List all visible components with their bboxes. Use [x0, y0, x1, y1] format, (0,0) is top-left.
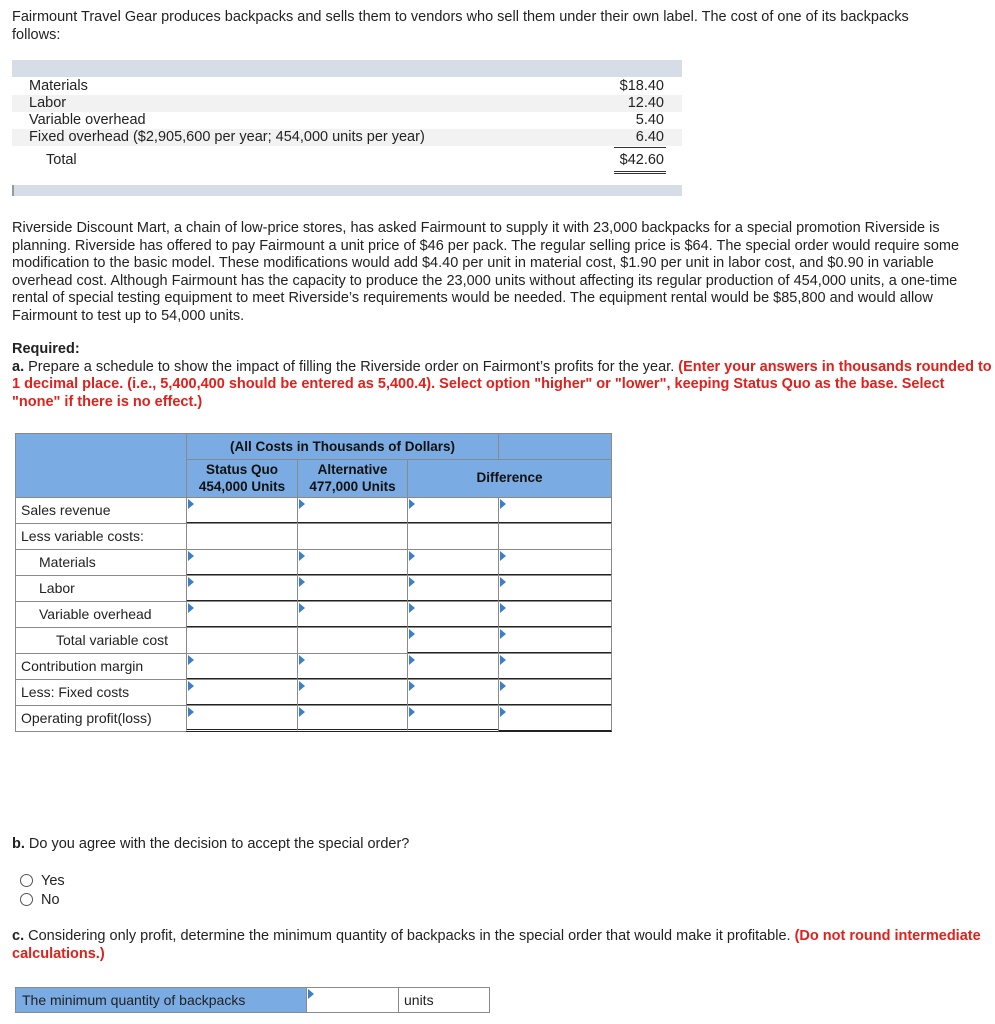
cost-label: Fixed overhead ($2,905,600 per year; 454,000 units per year)	[29, 129, 425, 145]
row-label-fixed-costs: Less: Fixed costs	[15, 679, 187, 706]
alternative-operating-profit-input[interactable]	[297, 705, 408, 732]
required-heading: Required:	[12, 341, 80, 357]
blank-cell	[186, 523, 298, 550]
cost-row-fixed-overhead	[12, 129, 682, 146]
row-label-materials: Materials	[15, 549, 187, 576]
cost-value: $18.40	[619, 78, 664, 94]
cost-row-total	[12, 152, 682, 169]
min-quantity-input[interactable]	[306, 987, 399, 1013]
part-a-question	[12, 359, 992, 412]
row-label-sales-revenue: Sales revenue	[15, 497, 187, 524]
blank-cell	[407, 523, 499, 550]
status-quo-units: 454,000 Units	[198, 479, 286, 494]
radio-circle-icon[interactable]	[20, 893, 33, 906]
row-label-contribution-margin: Contribution margin	[15, 653, 187, 680]
difference-labor-input[interactable]	[407, 575, 499, 602]
radio-option-yes[interactable]	[20, 872, 65, 890]
radio-label-yes: Yes	[41, 873, 65, 889]
alternative-units: 477,000 Units	[309, 479, 396, 494]
total-double-rule	[614, 171, 666, 174]
row-label-labor: Labor	[15, 575, 187, 602]
min-quantity-unit: units	[398, 987, 490, 1013]
higher-lower-fixed-costs-select[interactable]	[498, 679, 612, 706]
cost-label: Labor	[29, 95, 67, 111]
status-quo-fixed-costs-input[interactable]	[186, 679, 298, 706]
status-quo-total-variable-cost-input[interactable]	[186, 627, 298, 654]
row-label-variable-overhead: Variable overhead	[15, 601, 187, 628]
status-quo-contribution-margin-input[interactable]	[186, 653, 298, 680]
status-quo-sales-revenue-input[interactable]	[186, 497, 298, 524]
part-a-text: Prepare a schedule to show the impact of filling the Riverside order on Fairmont’s profits for the year.	[24, 358, 679, 375]
alternative-fixed-costs-input[interactable]	[297, 679, 408, 706]
subtotal-rule	[614, 147, 666, 148]
difference-total-variable-cost-input[interactable]	[407, 627, 499, 654]
alternative-sales-revenue-input[interactable]	[297, 497, 408, 524]
cost-label: Materials	[29, 78, 88, 94]
alternative-total-variable-cost-input[interactable]	[297, 627, 408, 654]
cost-total-label: Total	[46, 152, 77, 168]
col-difference	[407, 459, 612, 498]
difference-materials-input[interactable]	[407, 549, 499, 576]
cost-table-footer-bar	[12, 185, 682, 196]
higher-lower-variable-overhead-select[interactable]	[498, 601, 612, 628]
cost-row-labor	[12, 95, 682, 112]
part-c-prefix: c.	[12, 928, 25, 944]
status-quo-title: Status Quo	[205, 462, 278, 477]
higher-lower-materials-select[interactable]	[498, 549, 612, 576]
status-quo-materials-input[interactable]	[186, 549, 298, 576]
group-header-cell	[186, 433, 499, 460]
cost-row-materials	[12, 78, 682, 95]
higher-lower-total-variable-cost-select[interactable]	[498, 627, 612, 654]
group-header: (All Costs in Thousands of Dollars)	[229, 439, 455, 454]
row-label-operating-profit: Operating profit(loss)	[15, 705, 187, 732]
alternative-labor-input[interactable]	[297, 575, 408, 602]
radio-option-no[interactable]	[20, 891, 60, 909]
part-c-instruction: (Do not round intermediate calculations.)	[12, 928, 981, 962]
blank-cell	[498, 523, 612, 550]
col-alternative	[297, 459, 408, 498]
difference-title: Difference	[476, 470, 543, 485]
part-c-question	[12, 928, 992, 963]
alternative-title: Alternative	[317, 462, 388, 477]
radio-label-no: No	[41, 892, 60, 908]
alternative-materials-input[interactable]	[297, 549, 408, 576]
scenario-text: Riverside Discount Mart, a chain of low-price stores, has asked Fairmount to supply it with 23,000 backpacks for a special promotion Riverside is planning. Riverside has offered to pay Fairmount a unit price of $46 per pack. The regular selling price is $64. The special order would require some modification to the basic model. These modifications would add $4.40 per unit in material cost, $1.90 per unit in labor cost, and $0.90 in variable overhead cost. Although Fairmount has the capacity to produce the 23,000 units without affecting its regular production of 454,000 units, a one-time rental of special testing equipment to meet Riverside’s requirements would be needed. The equipment rental would be $85,800 and would allow Fairmount to test up to 54,000 units.	[12, 220, 960, 324]
cost-label: Variable overhead	[29, 112, 146, 128]
difference-fixed-costs-input[interactable]	[407, 679, 499, 706]
status-quo-variable-overhead-input[interactable]	[186, 601, 298, 628]
cost-table-header-bar	[12, 60, 682, 77]
higher-lower-contribution-margin-select[interactable]	[498, 653, 612, 680]
difference-variable-overhead-input[interactable]	[407, 601, 499, 628]
cost-value: 12.40	[627, 95, 664, 111]
higher-lower-sales-revenue-select[interactable]	[498, 497, 612, 524]
min-quantity-label: The minimum quantity of backpacks	[15, 987, 307, 1013]
blank-cell	[297, 523, 408, 550]
required-section	[12, 341, 992, 411]
status-quo-labor-input[interactable]	[186, 575, 298, 602]
difference-operating-profit-input[interactable]	[407, 705, 499, 732]
cost-row-variable-overhead	[12, 112, 682, 129]
cost-value: 5.40	[635, 112, 664, 128]
header-blank-right	[498, 433, 612, 460]
difference-contribution-margin-input[interactable]	[407, 653, 499, 680]
part-a-prefix: a.	[12, 358, 25, 375]
cost-value: 6.40	[635, 129, 664, 145]
radio-circle-icon[interactable]	[20, 874, 33, 887]
alternative-variable-overhead-input[interactable]	[297, 601, 408, 628]
row-label-total-variable-cost: Total variable cost	[15, 627, 187, 654]
difference-sales-revenue-input[interactable]	[407, 497, 499, 524]
intro-text: Fairmount Travel Gear produces backpacks and sells them to vendors who sell them under their own label. The cost of one of its backpacks follows:	[12, 9, 909, 43]
part-b-prefix: b.	[12, 836, 25, 852]
part-b-text: Do you agree with the decision to accept the special order?	[24, 836, 410, 852]
part-b-question	[12, 836, 992, 854]
row-label-less-variable-costs: Less variable costs:	[15, 523, 187, 550]
part-a-instruction: (Enter your answers in thousands rounded to 1 decimal place. (i.e., 5,400,400 should be entered as 5,400.4). Select option "higher" or "lower", keeping Status Quo as the base. Select "none" if there is no effect.)	[12, 358, 992, 410]
col-status-quo	[186, 459, 298, 498]
alternative-contribution-margin-input[interactable]	[297, 653, 408, 680]
header-blank	[15, 433, 187, 498]
higher-lower-operating-profit-select[interactable]	[498, 705, 612, 732]
cost-total-value: $42.60	[619, 152, 664, 168]
higher-lower-labor-select[interactable]	[498, 575, 612, 602]
cost-table	[12, 60, 682, 196]
status-quo-operating-profit-input[interactable]	[186, 705, 298, 732]
part-c-text: Considering only profit, determine the minimum quantity of backpacks in the special order that would make it profitable.	[24, 928, 795, 944]
